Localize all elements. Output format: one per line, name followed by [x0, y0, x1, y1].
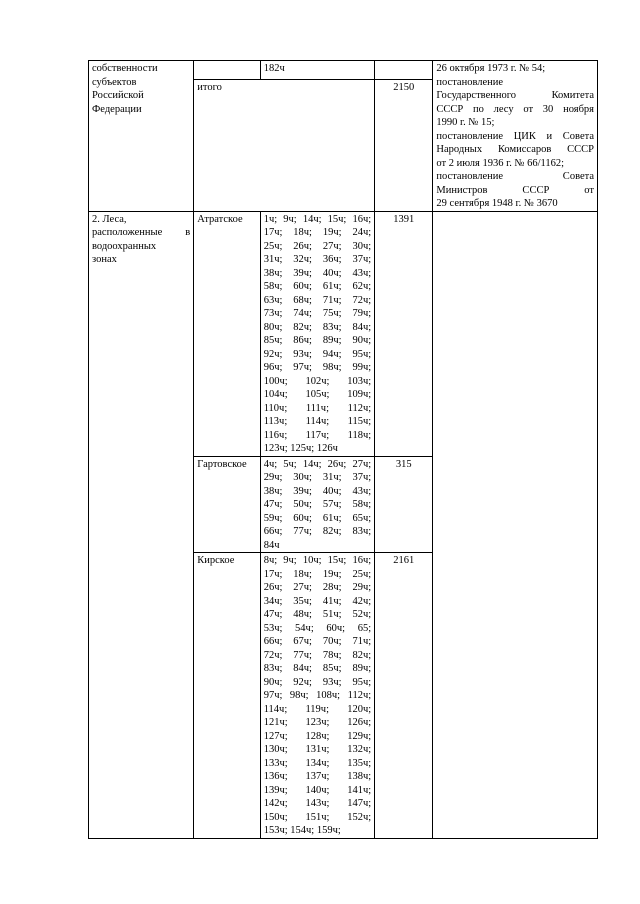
parcel-line: 127ч; 128ч; 129ч;: [263, 730, 372, 742]
parcel-line: 142ч; 143ч; 147ч;: [263, 798, 372, 809]
parcel-line: 121ч; 123ч; 126ч;: [263, 717, 372, 728]
parcel-line: 113ч; 114ч; 115ч;: [263, 416, 372, 427]
parcel-line: 66ч; 67ч; 70ч; 71ч;: [263, 636, 372, 647]
ownership-cell: [89, 61, 194, 212]
parcel-line: 110ч; 111ч; 112ч;: [263, 402, 372, 414]
parcel-line: 63ч; 68ч; 71ч; 72ч;: [263, 294, 372, 306]
parcel-line: 123ч; 125ч; 126ч: [263, 443, 338, 454]
parcel-line: 8ч; 9ч; 10ч; 15ч; 16ч;: [263, 555, 372, 566]
doc-line: 1990 г. № 15;: [436, 117, 495, 128]
doc-line: постановление Совета: [436, 171, 594, 182]
total-label-cell: [194, 79, 375, 211]
parcel-line: 80ч; 82ч; 83ч; 84ч;: [263, 321, 372, 333]
parcel-line: 84ч: [263, 539, 280, 551]
total-label: итого: [197, 81, 222, 93]
total-area: 2150: [393, 81, 415, 93]
section-title-line: расположенные в: [92, 227, 191, 238]
parcel-line: 17ч; 18ч; 19ч; 25ч;: [263, 568, 372, 580]
parcel-line: 96ч; 97ч; 98ч; 99ч;: [263, 362, 372, 373]
forestry-area: 315: [395, 458, 412, 470]
parcel-line: 83ч; 84ч; 85ч; 89ч;: [263, 663, 372, 674]
forestry-name: Гартовское: [197, 458, 247, 470]
parcel-line: 59ч; 60ч; 61ч; 65ч;: [263, 512, 372, 524]
section-title-line: 2. Леса,: [92, 213, 127, 225]
parcel-line: 116ч; 117ч; 118ч;: [263, 429, 372, 441]
parcel-line: 92ч; 93ч; 94ч; 95ч;: [263, 348, 372, 360]
doc-line: постановление: [436, 76, 504, 88]
doc-line: СССР по лесу от 30 ноября: [436, 103, 594, 115]
parcel-line: 47ч; 50ч; 57ч; 58ч;: [263, 499, 372, 510]
forestry-name-cell: [194, 553, 260, 839]
legal-basis-cell: [433, 61, 598, 212]
forestry-area: 1391: [393, 213, 415, 225]
parcel-line: 90ч; 92ч; 93ч; 95ч;: [263, 676, 372, 688]
doc-line: Народных Комиссаров СССР: [436, 144, 594, 155]
parcel-line: 38ч; 39ч; 40ч; 43ч;: [263, 267, 372, 279]
parcel-line: 73ч; 74ч; 75ч; 79ч;: [263, 308, 372, 319]
table-row-top-a: [89, 61, 598, 80]
forestry-area-cell: [375, 456, 433, 553]
parcel-line: 85ч; 86ч; 89ч; 90ч;: [263, 335, 372, 346]
parcel-line: 38ч; 39ч; 40ч; 43ч;: [263, 485, 372, 497]
doc-line: Государственного Комитета: [436, 90, 594, 101]
text-line: субъектов: [92, 76, 137, 88]
forestry-area-cell: [375, 553, 433, 839]
forestry-name: Атратское: [197, 213, 243, 225]
parcel-line: 150ч; 151ч; 152ч;: [263, 811, 372, 823]
parcel-line: 26ч; 27ч; 28ч; 29ч;: [263, 582, 372, 593]
parcel-line: 29ч; 30ч; 31ч; 37ч;: [263, 472, 372, 483]
parcel-line: 104ч; 105ч; 109ч;: [263, 389, 372, 400]
parcel-line: 136ч; 137ч; 138ч;: [263, 771, 372, 782]
forest-table: [88, 60, 598, 839]
parcel-line: 25ч; 26ч; 27ч; 30ч;: [263, 240, 372, 252]
parcel-line: 100ч; 102ч; 103ч;: [263, 375, 372, 387]
parcel-line: 66ч; 77ч; 82ч; 83ч;: [263, 526, 372, 537]
forestry-area: 2161: [393, 555, 415, 566]
forestry-parcels-cell: [260, 553, 374, 839]
empty-legal-cell: [433, 211, 598, 838]
forestry-name-cell: [194, 211, 260, 456]
forestry-name: Кирское: [197, 555, 235, 566]
parcel-line: 114ч; 119ч; 120ч;: [263, 703, 372, 715]
parcel-line: 72ч; 77ч; 78ч; 82ч;: [263, 649, 372, 661]
doc-line: постановление ЦИК и Совета: [436, 130, 594, 142]
section-title-line: зонах: [92, 254, 117, 265]
parcel-line: 4ч; 5ч; 14ч; 26ч; 27ч;: [263, 458, 372, 470]
parcels-text: 182ч: [263, 63, 285, 74]
parcel-line: 17ч; 18ч; 19ч; 24ч;: [263, 227, 372, 238]
total-area-cell: [375, 79, 433, 211]
section-title-line: водоохранных: [92, 240, 157, 252]
text-line: собственности: [92, 63, 158, 74]
parcel-line: 1ч; 9ч; 14ч; 15ч; 16ч;: [263, 213, 372, 225]
parcel-line: 53ч; 54ч; 60ч; 65;: [263, 622, 372, 634]
table-row-forestry-1: [89, 211, 598, 456]
parcel-line: 58ч; 60ч; 61ч; 62ч;: [263, 281, 372, 292]
forestry-parcels-cell: [260, 456, 374, 553]
parcel-line: 133ч; 134ч; 135ч;: [263, 757, 372, 769]
forestry-parcels-cell: [260, 211, 374, 456]
doc-line: 26 октября 1973 г. № 54;: [436, 63, 546, 74]
text-line: Российской: [92, 90, 144, 101]
parcels-cell: [260, 61, 374, 80]
parcel-line: 139ч; 140ч; 141ч;: [263, 784, 372, 796]
doc-line: 29 сентября 1948 г. № 3670: [436, 198, 558, 209]
parcel-line: 31ч; 32ч; 36ч; 37ч;: [263, 254, 372, 265]
doc-line: от 2 июля 1936 г. № 66/1162;: [436, 157, 565, 169]
parcel-line: 34ч; 35ч; 41ч; 42ч;: [263, 595, 372, 607]
forestry-area-cell: [375, 211, 433, 456]
parcel-line: 47ч; 48ч; 51ч; 52ч;: [263, 609, 372, 620]
empty-cell: [375, 61, 433, 80]
forestry-name-cell: [194, 456, 260, 553]
section-title-cell: [89, 211, 194, 838]
empty-cell: [194, 61, 260, 80]
parcel-line: 153ч; 154ч; 159ч;: [263, 825, 341, 836]
parcel-line: 130ч; 131ч; 132ч;: [263, 744, 372, 755]
doc-line: Министров СССР от: [436, 184, 594, 196]
parcel-line: 97ч; 98ч; 108ч; 112ч;: [263, 690, 372, 701]
text-line: Федерации: [92, 103, 142, 115]
